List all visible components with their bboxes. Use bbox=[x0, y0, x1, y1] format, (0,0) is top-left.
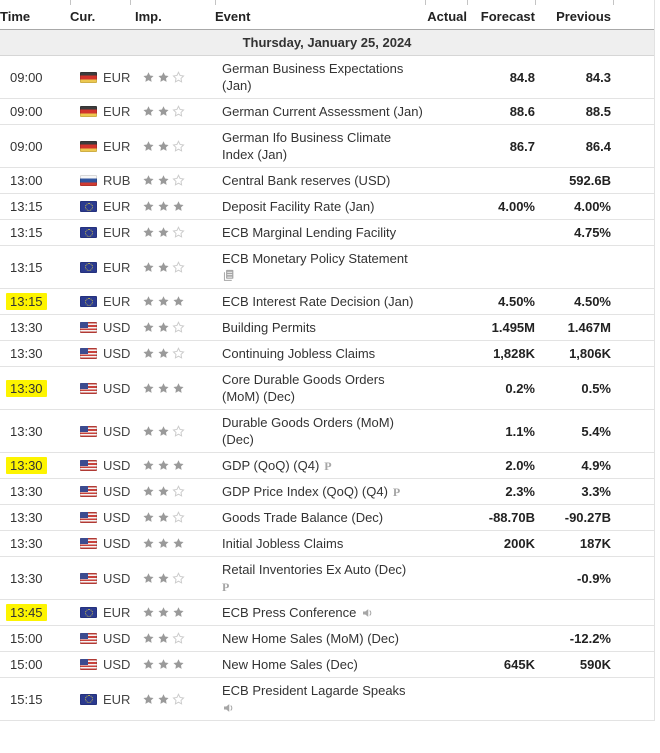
star-filled-icon bbox=[157, 295, 170, 308]
importance-stars bbox=[135, 101, 215, 122]
star-filled-icon bbox=[157, 261, 170, 274]
forecast-value: 200K bbox=[503, 536, 535, 551]
actual-value bbox=[425, 324, 467, 332]
actual-value bbox=[425, 462, 467, 470]
star-empty-icon bbox=[172, 174, 185, 187]
star-filled-icon bbox=[142, 511, 155, 524]
event-link[interactable]: German Ifo Business Climate Index (Jan) bbox=[222, 130, 392, 162]
event-row bbox=[0, 453, 654, 479]
previous-value: 4.50% bbox=[574, 294, 611, 309]
event-row bbox=[0, 531, 654, 557]
star-filled-icon bbox=[157, 105, 170, 118]
event-link[interactable]: Core Durable Goods Orders (MoM) (Dec) bbox=[222, 372, 385, 404]
actual-value bbox=[425, 73, 467, 81]
event-link[interactable]: Retail Inventories Ex Auto (Dec) bbox=[222, 562, 407, 577]
importance-stars bbox=[135, 533, 215, 554]
previous-value: 592.6B bbox=[569, 173, 611, 188]
star-filled-icon bbox=[142, 140, 155, 153]
event-link[interactable]: Central Bank reserves (USD) bbox=[222, 173, 391, 188]
star-empty-icon bbox=[172, 71, 185, 84]
event-time-highlighted: 13:45 bbox=[6, 604, 47, 621]
star-filled-icon bbox=[172, 658, 185, 671]
forecast-value bbox=[467, 695, 535, 703]
previous-value: 3.3% bbox=[581, 484, 611, 499]
european-union-flag-icon bbox=[80, 296, 97, 307]
event-row bbox=[0, 626, 654, 652]
forecast-value bbox=[467, 263, 535, 271]
actual-value bbox=[425, 540, 467, 548]
star-filled-icon bbox=[142, 71, 155, 84]
previous-value bbox=[535, 695, 655, 703]
currency-code: RUB bbox=[103, 173, 131, 188]
column-header-currency: Cur. bbox=[70, 9, 96, 24]
event-link[interactable]: New Home Sales (MoM) (Dec) bbox=[222, 631, 399, 646]
star-empty-icon bbox=[172, 425, 185, 438]
previous-value: 1,806K bbox=[569, 346, 611, 361]
event-row bbox=[0, 246, 654, 289]
united-states-flag-icon bbox=[80, 460, 97, 471]
star-filled-icon bbox=[142, 174, 155, 187]
germany-flag-icon bbox=[80, 141, 97, 152]
forecast-value: 4.50% bbox=[498, 294, 535, 309]
event-link[interactable]: Continuing Jobless Claims bbox=[222, 346, 376, 361]
star-empty-icon bbox=[172, 693, 185, 706]
event-row bbox=[0, 125, 654, 168]
importance-stars bbox=[135, 196, 215, 217]
star-filled-icon bbox=[142, 382, 155, 395]
previous-value: -12.2% bbox=[569, 631, 611, 646]
actual-value bbox=[425, 514, 467, 522]
actual-value bbox=[425, 574, 467, 582]
currency-code: USD bbox=[103, 346, 131, 361]
actual-value bbox=[425, 427, 467, 435]
united-states-flag-icon bbox=[80, 659, 97, 670]
event-row bbox=[0, 99, 654, 125]
currency-code: EUR bbox=[103, 138, 131, 154]
event-link[interactable]: ECB Monetary Policy Statement bbox=[222, 251, 408, 266]
star-empty-icon bbox=[172, 572, 185, 585]
star-filled-icon bbox=[157, 511, 170, 524]
column-header-previous: Previous bbox=[556, 9, 611, 24]
event-row bbox=[0, 479, 654, 505]
united-states-flag-icon bbox=[80, 383, 97, 394]
event-link[interactable]: Goods Trade Balance (Dec) bbox=[222, 510, 384, 525]
currency-code: EUR bbox=[103, 69, 131, 85]
column-header-forecast: Forecast bbox=[480, 9, 535, 24]
event-row bbox=[0, 289, 654, 315]
united-states-flag-icon bbox=[80, 573, 97, 584]
currency-code: EUR bbox=[103, 691, 131, 707]
forecast-value: 84.8 bbox=[509, 69, 535, 85]
event-link[interactable]: German Current Assessment (Jan) bbox=[222, 104, 423, 119]
currency-code: USD bbox=[103, 484, 131, 499]
event-time: 15:00 bbox=[10, 631, 43, 646]
star-filled-icon bbox=[157, 425, 170, 438]
star-empty-icon bbox=[172, 485, 185, 498]
previous-value: 5.4% bbox=[581, 423, 611, 439]
forecast-value: 4.00% bbox=[498, 199, 535, 214]
previous-value: 4.00% bbox=[574, 199, 611, 214]
event-time: 13:30 bbox=[10, 423, 43, 439]
forecast-value: 2.0% bbox=[505, 458, 535, 473]
star-filled-icon bbox=[157, 200, 170, 213]
importance-stars bbox=[135, 689, 215, 710]
event-row bbox=[0, 678, 654, 721]
importance-stars bbox=[135, 654, 215, 675]
star-filled-icon bbox=[157, 537, 170, 550]
star-filled-icon bbox=[142, 295, 155, 308]
star-filled-icon bbox=[157, 321, 170, 334]
event-time: 13:30 bbox=[10, 320, 43, 335]
previous-value: 86.4 bbox=[585, 138, 611, 154]
previous-value: 590K bbox=[579, 657, 611, 672]
forecast-value: 1.1% bbox=[505, 423, 535, 439]
column-header-time: Time bbox=[0, 9, 31, 24]
star-filled-icon bbox=[157, 572, 170, 585]
star-empty-icon bbox=[172, 261, 185, 274]
united-states-flag-icon bbox=[80, 348, 97, 359]
star-empty-icon bbox=[172, 511, 185, 524]
currency-code: USD bbox=[103, 510, 131, 525]
star-filled-icon bbox=[157, 658, 170, 671]
previous-value: 4.9% bbox=[581, 458, 611, 473]
importance-stars bbox=[135, 421, 215, 442]
forecast-value: 86.7 bbox=[509, 138, 535, 154]
event-time: 13:15 bbox=[10, 199, 43, 214]
star-filled-icon bbox=[142, 693, 155, 706]
currency-code: USD bbox=[103, 570, 131, 586]
previous-value: 0.5% bbox=[581, 380, 611, 396]
star-filled-icon bbox=[142, 105, 155, 118]
germany-flag-icon bbox=[80, 72, 97, 83]
star-filled-icon bbox=[142, 200, 155, 213]
importance-stars bbox=[135, 257, 215, 278]
star-filled-icon bbox=[157, 693, 170, 706]
star-filled-icon bbox=[157, 382, 170, 395]
currency-code: USD bbox=[103, 657, 131, 672]
event-link[interactable]: ECB Interest Rate Decision (Jan) bbox=[222, 294, 414, 309]
importance-stars bbox=[135, 507, 215, 528]
importance-stars bbox=[135, 628, 215, 649]
event-time: 13:30 bbox=[10, 510, 43, 525]
event-row bbox=[0, 367, 654, 410]
european-union-flag-icon bbox=[80, 607, 97, 618]
european-union-flag-icon bbox=[80, 262, 97, 273]
event-link[interactable]: GDP (QoQ) (Q4) bbox=[222, 458, 320, 473]
star-filled-icon bbox=[172, 606, 185, 619]
event-row bbox=[0, 315, 654, 341]
event-row bbox=[0, 505, 654, 531]
currency-code: EUR bbox=[103, 605, 131, 620]
importance-stars bbox=[135, 67, 215, 88]
united-states-flag-icon bbox=[80, 633, 97, 644]
forecast-value bbox=[467, 574, 535, 582]
star-filled-icon bbox=[142, 606, 155, 619]
importance-stars bbox=[135, 170, 215, 191]
event-time: 13:30 bbox=[10, 346, 43, 361]
star-filled-icon bbox=[172, 382, 185, 395]
event-time: 13:30 bbox=[10, 536, 43, 551]
actual-value bbox=[425, 609, 467, 617]
actual-value bbox=[425, 635, 467, 643]
importance-stars bbox=[135, 317, 215, 338]
currency-code: USD bbox=[103, 320, 131, 335]
currency-code: USD bbox=[103, 536, 131, 551]
star-empty-icon bbox=[172, 321, 185, 334]
importance-stars bbox=[135, 291, 215, 312]
star-filled-icon bbox=[157, 485, 170, 498]
event-time: 09:00 bbox=[10, 104, 43, 119]
event-row bbox=[0, 557, 654, 600]
forecast-value bbox=[467, 229, 535, 237]
previous-value: 1.467M bbox=[567, 320, 611, 335]
star-filled-icon bbox=[172, 537, 185, 550]
event-time: 15:00 bbox=[10, 657, 43, 672]
event-link[interactable]: Building Permits bbox=[222, 320, 316, 335]
actual-value bbox=[425, 203, 467, 211]
importance-stars bbox=[135, 378, 215, 399]
previous-value bbox=[535, 609, 655, 617]
star-filled-icon bbox=[157, 347, 170, 360]
date-header-label: Thursday, January 25, 2024 bbox=[242, 35, 412, 50]
star-filled-icon bbox=[142, 261, 155, 274]
star-filled-icon bbox=[142, 632, 155, 645]
importance-stars bbox=[135, 568, 215, 589]
importance-stars bbox=[135, 136, 215, 157]
currency-code: EUR bbox=[103, 294, 131, 309]
event-time-highlighted: 13:15 bbox=[6, 293, 47, 310]
previous-value: -90.27B bbox=[564, 510, 611, 525]
actual-value bbox=[425, 263, 467, 271]
speaker-icon bbox=[222, 702, 235, 714]
speaker-icon bbox=[361, 607, 374, 619]
star-filled-icon bbox=[157, 174, 170, 187]
forecast-value: 645K bbox=[503, 657, 535, 672]
star-empty-icon bbox=[172, 226, 185, 239]
importance-stars bbox=[135, 222, 215, 243]
actual-value bbox=[425, 384, 467, 392]
star-filled-icon bbox=[172, 295, 185, 308]
united-states-flag-icon bbox=[80, 426, 97, 437]
preliminary-icon: P bbox=[324, 458, 332, 473]
star-filled-icon bbox=[142, 485, 155, 498]
event-row bbox=[0, 341, 654, 367]
event-time: 15:15 bbox=[10, 691, 43, 707]
star-filled-icon bbox=[142, 459, 155, 472]
event-link[interactable]: Durable Goods Orders (MoM) (Dec) bbox=[222, 415, 394, 447]
germany-flag-icon bbox=[80, 106, 97, 117]
currency-code: USD bbox=[103, 423, 131, 439]
actual-value bbox=[425, 298, 467, 306]
russia-flag-icon bbox=[80, 175, 97, 186]
star-filled-icon bbox=[157, 71, 170, 84]
event-link[interactable]: ECB Marginal Lending Facility bbox=[222, 225, 397, 240]
actual-value bbox=[425, 177, 467, 185]
table-top-border bbox=[0, 0, 654, 5]
event-rows-container bbox=[0, 56, 654, 721]
forecast-value: 1,828K bbox=[493, 346, 535, 361]
previous-value: 88.5 bbox=[585, 104, 611, 119]
star-empty-icon bbox=[172, 632, 185, 645]
united-states-flag-icon bbox=[80, 322, 97, 333]
previous-value: 84.3 bbox=[585, 69, 611, 85]
forecast-value: 2.3% bbox=[505, 484, 535, 499]
european-union-flag-icon bbox=[80, 227, 97, 238]
event-row bbox=[0, 168, 654, 194]
star-filled-icon bbox=[142, 658, 155, 671]
importance-stars bbox=[135, 343, 215, 364]
forecast-value bbox=[467, 177, 535, 185]
forecast-value bbox=[467, 635, 535, 643]
event-link[interactable]: New Home Sales (Dec) bbox=[222, 657, 358, 672]
currency-code: EUR bbox=[103, 225, 131, 240]
forecast-value: -88.70B bbox=[488, 510, 535, 525]
star-filled-icon bbox=[157, 459, 170, 472]
column-header-row bbox=[0, 5, 654, 30]
star-filled-icon bbox=[157, 226, 170, 239]
forecast-value bbox=[467, 609, 535, 617]
star-empty-icon bbox=[172, 347, 185, 360]
currency-code: EUR bbox=[103, 259, 131, 275]
star-filled-icon bbox=[172, 459, 185, 472]
previous-value: -0.9% bbox=[577, 570, 611, 586]
event-link[interactable]: Initial Jobless Claims bbox=[222, 536, 344, 551]
event-time: 09:00 bbox=[10, 69, 43, 85]
actual-value bbox=[425, 695, 467, 703]
currency-code: EUR bbox=[103, 104, 131, 119]
previous-value: 4.75% bbox=[574, 225, 611, 240]
event-row bbox=[0, 410, 654, 453]
actual-value bbox=[425, 229, 467, 237]
importance-stars bbox=[135, 455, 215, 476]
column-header-actual: Actual bbox=[427, 9, 467, 24]
star-filled-icon bbox=[142, 537, 155, 550]
star-empty-icon bbox=[172, 140, 185, 153]
star-filled-icon bbox=[157, 606, 170, 619]
forecast-value: 1.495M bbox=[491, 320, 535, 335]
actual-value bbox=[425, 142, 467, 150]
united-states-flag-icon bbox=[80, 538, 97, 549]
actual-value bbox=[425, 488, 467, 496]
event-time: 13:30 bbox=[10, 570, 43, 586]
column-header-event: Event bbox=[215, 9, 251, 24]
actual-value bbox=[425, 350, 467, 358]
star-filled-icon bbox=[172, 200, 185, 213]
event-link[interactable]: ECB Press Conference bbox=[222, 605, 357, 620]
column-header-importance: Imp. bbox=[135, 9, 162, 24]
event-link[interactable]: Deposit Facility Rate (Jan) bbox=[222, 199, 375, 214]
event-row bbox=[0, 220, 654, 246]
forecast-value: 88.6 bbox=[509, 104, 535, 119]
preliminary-icon: P bbox=[222, 579, 230, 594]
event-time-highlighted: 13:30 bbox=[6, 457, 47, 474]
event-link[interactable]: GDP Price Index (QoQ) (Q4) bbox=[222, 484, 388, 499]
report-icon bbox=[222, 269, 235, 282]
european-union-flag-icon bbox=[80, 201, 97, 212]
star-filled-icon bbox=[142, 321, 155, 334]
united-states-flag-icon bbox=[80, 512, 97, 523]
event-row bbox=[0, 56, 654, 99]
event-link[interactable]: ECB President Lagarde Speaks bbox=[222, 683, 406, 698]
event-row bbox=[0, 652, 654, 678]
event-row bbox=[0, 600, 654, 626]
star-filled-icon bbox=[157, 140, 170, 153]
importance-stars bbox=[135, 602, 215, 623]
star-filled-icon bbox=[142, 572, 155, 585]
star-filled-icon bbox=[142, 226, 155, 239]
event-time: 13:15 bbox=[10, 259, 43, 275]
currency-code: USD bbox=[103, 631, 131, 646]
event-time: 13:15 bbox=[10, 225, 43, 240]
previous-value: 187K bbox=[579, 536, 611, 551]
united-states-flag-icon bbox=[80, 486, 97, 497]
event-time-highlighted: 13:30 bbox=[6, 380, 47, 397]
event-time: 13:30 bbox=[10, 484, 43, 499]
star-filled-icon bbox=[142, 425, 155, 438]
event-link[interactable]: German Business Expectations (Jan) bbox=[222, 61, 404, 93]
event-time: 09:00 bbox=[10, 138, 43, 154]
forecast-value: 0.2% bbox=[505, 380, 535, 396]
actual-value bbox=[425, 661, 467, 669]
event-row bbox=[0, 194, 654, 220]
importance-stars bbox=[135, 481, 215, 502]
preliminary-icon: P bbox=[392, 484, 401, 499]
event-time: 13:00 bbox=[10, 173, 43, 188]
currency-code: USD bbox=[103, 380, 131, 396]
actual-value bbox=[425, 108, 467, 116]
currency-code: EUR bbox=[103, 199, 131, 214]
currency-code: USD bbox=[103, 458, 131, 473]
previous-value bbox=[535, 263, 655, 271]
star-filled-icon bbox=[142, 347, 155, 360]
star-empty-icon bbox=[172, 105, 185, 118]
star-filled-icon bbox=[157, 632, 170, 645]
european-union-flag-icon bbox=[80, 694, 97, 705]
date-header-row bbox=[0, 30, 654, 56]
